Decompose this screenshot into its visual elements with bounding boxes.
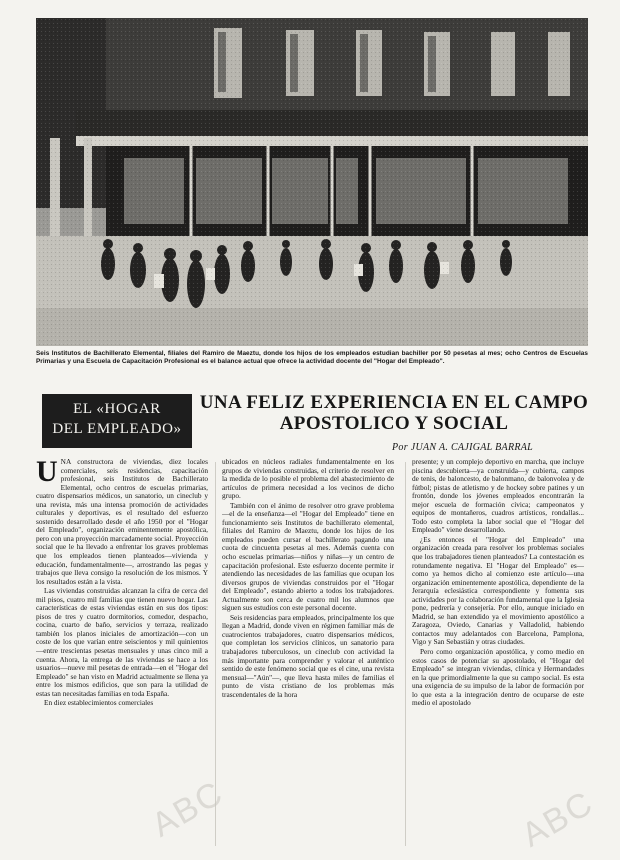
- article-headline: [198, 392, 590, 434]
- paragraph: ¿Es entonces el "Hogar del Empleado" una organización creada para resolver los problemas sociales que los trabajadores tienen planteados? La contestación es rotundamente negativa. El "Hogar del Empleado" es—como ya hemos dicho al comienzo este artículo—una organización eminentemente apostólica, dependiente de la Jerarquía eclesiástica correspondiente y fomenta sus actividades por la colaboración fundamental que la Iglesia pone, pedrería y consejería. Por ello, aunque iniciado en Madrid, se han extendido ya el movimiento apostólico a Zaragoza, Oviedo, Canarias y Valladolid, habiendo contactos muy adelantados con Barcelona, Pamplona, Vigo y San Sebastián y otras ciudades.: [412, 534, 584, 647]
- article-column-3: [412, 458, 584, 848]
- headline-line1: UNA FELIZ EXPERIENCIA EN EL CAMPO: [199, 392, 589, 413]
- paragraph: presente; y un complejo deportivo en marcha, que incluye piscina descubierta—ya construida—y cubierta, campos de tenis, de baloncesto, de balonmano, de balonvolea y de fútbol; pistas de atletismo y de hockey sobre patines y un frontón, donde los jóvenes empleados encontrarán la mejor escuela de formación cívica; campeonatos y equipos de montañeros, cuadros artísticos, rondallas... Todo esto completa la labor social que el "Hogar del Empleado" viene desarrollando.: [412, 458, 584, 535]
- byline: Por JUAN A. CAJIGAL BARRAL: [392, 442, 534, 453]
- paragraph: Pero como organización apostólica, y como medio en estos casos de potenciar su apostolado, el "Hogar del Empleado" se integran viviendas, clínica y Hermandades en la que primordialmente la que su campo social. Es esta una exigencia de su impulso de la labor de formación por lo que esta a la integración dentro de ocuparse de este medio el apostolado: [412, 647, 584, 708]
- paragraph: Las viviendas construidas alcanzan la cifra de cerca del mil pisos, cuatro mil familias que tienen nuevo hogar. Las características de estas viviendas están en sus dos tipos: pisos de tres y cuatro dormitorios, comedor, despacho, cocina, cuarto de baño, servicios y terraza, realizado también los planos iniciales de amortización—con un coste de los que varían entre seiscientos y mil quinientos—entre trescientas pesetas mensuales y unas cinco mil a cuenta. Ahora, la entrega de las viviendas se hace a los usuarios—nueve mil pesetas de entrada—en el "Hogar del Empleado" se han visto en Madrid actualmente se llena ya entre los mismos edificios, que son para la utilidad de estas tan necesitadas familias en toda España.: [36, 586, 208, 698]
- watermark: ABC: [515, 783, 601, 855]
- section-label-line2: DEL EMPLEADO»: [52, 421, 182, 437]
- paragraph: En diez establecimientos comerciales: [44, 698, 154, 708]
- building-photo-icon: [36, 18, 588, 346]
- watermark: ABC: [145, 773, 231, 845]
- headline-line2: APOSTOLICO Y SOCIAL: [279, 413, 509, 434]
- photo-caption: Seis Institutos de Bachillerato Elemental, filiales del Ramiro de Maeztu, donde los hijos de los empleados estudian bachiller por 50 pesetas al mes; ocho Centros de Escuelas Primarias y una Escuela de Capacitación Profesional es el balance actual que ofrece la actividad docente del "Hogar del Empleado".: [36, 350, 588, 366]
- building-photo: [36, 18, 588, 346]
- article-column-2: [222, 458, 394, 848]
- drop-cap: U: [36, 458, 58, 488]
- section-label: [42, 394, 192, 448]
- paragraph: Seis residencias para empleados, principalmente los que llegan a Madrid, donde viven en régimen familiar más de cuatrocientos trabajadores, cuatro dispensarios médicos, que completan los servicios clínicos, un sanatorio para trabajadores tuberculosos, un cineclub con actividad la más importante para comprender y valorar el auténtico sentido de este fenómeno social que es el cine, una revista mensual—"Aún"—, que lleva hasta miles de familias el punto de vista cristiano de los problemas más trascendentales de la hora: [222, 612, 394, 699]
- paragraph: ubicados en núcleos radiales fundamentalmente en los grupos de viviendas construidas, el criterio de resolver en la medida de lo posible el problema del abastecimiento de artículos de primera necesidad a los vecinos de dicho grupo.: [222, 458, 394, 501]
- paragraph: También con el ánimo de resolver otro grave problema—el de la enseñanza—el "Hogar del Empleado" tiene en funcionamiento seis Institutos de bachillerato elemental, filiales del Ramiro de Maeztu, donde los hijos de los empleados pueden cursar el bachillerato pagando una cuota de cincuenta pesetas al mes. Además cuenta con ocho escuelas primarias—niños y niñas—y un centro de capacitación profesional. Este esfuerzo docente permite ir atendiendo las necesidades de las familias que ocupan los diversos grupos de viviendas construidos por el "Hogar del Empleado", estando abierto a todos los trabajadores. Actualmente son cerca de cuatro mil los alumnos que siguen sus estudios con este personal docente.: [222, 500, 394, 613]
- section-label-line1: EL «HOGAR: [73, 401, 161, 417]
- paragraph-text: NA constructora de viviendas, diez locales comerciales, seis residencias, capacitación profesional, seis Institutos de Bachillerato Elemental, ocho centros de escuelas primarias, cuatro dispensarios médicos, un sanatorio, un cineclub y una revista, más una intensa promoción de actividades culturales y deportivas, es el resultado del esfuerzo sostenido desarrollado desde el año 1950 por el "Hogar del Empleado", organización eminentemente apostólica, pero con una proyección marcadamente social. Proyección social que le ha llevado a enfrentar los graves problemas que los empleados tienen planteados—vivienda y educación, fundamentalmente—, arrostrando las pegas y trabajos que lleva consigo la resolución de los mismos. Y los resultados están a la vista.: [36, 458, 208, 586]
- column-rule: [405, 462, 406, 846]
- paragraph: [36, 458, 208, 586]
